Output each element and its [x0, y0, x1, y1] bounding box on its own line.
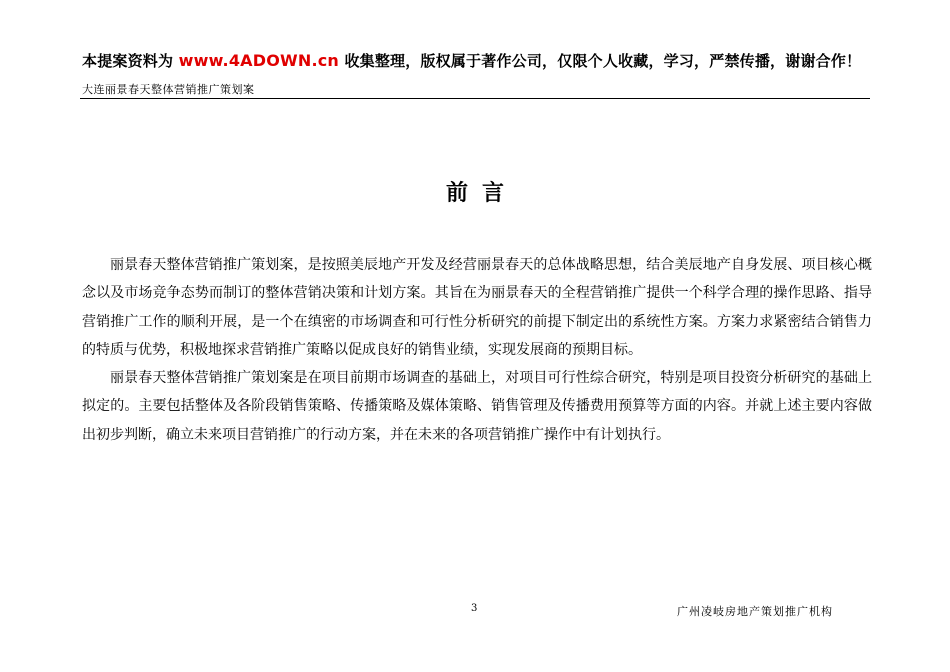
- paragraph-1: 丽景春天整体营销推广策划案，是按照美辰地产开发及经营丽景春天的总体战略思想，结合美辰地产自身发展、项目核心概念以及市场竞争态势而制订的整体营销决策和计划方案。其旨在为丽景春天的全程营销推广提供一个科学合理的操作思路、指导营销推广工作的顺利开展，是一个在缜密的市场调查和可行性分析研究的前提下制定出的系统性方案。方案力求紧密结合销售力的特质与优势，积极地探求营销推广策略以促成良好的销售业绩，实现发展商的预期目标。: [82, 257, 872, 358]
- footer-organization: 广州凌岐房地产策划推广机构: [677, 605, 833, 618]
- banner-site-link[interactable]: www.4ADOWN.cn: [178, 51, 340, 70]
- copyright-banner: [82, 50, 892, 71]
- page-title: 前言: [445, 181, 518, 206]
- banner-suffix: 收集整理，版权属于著作公司，仅限个人收藏，学习，严禁传播，谢谢合作！: [339, 52, 862, 70]
- body-text: [82, 251, 872, 449]
- paragraph-2: 丽景春天整体营销推广策划案是在项目前期市场调查的基础上，对项目可行性综合研究，特别是项目投资分析研究的基础上拟定的。主要包括整体及各阶段销售策略、传播策略及媒体策略、销售管理及传播费用预算等方面的内容。并就上述主要内容做出初步判断，确立未来项目营销推广的行动方案，并在未来的各项营销推广操作中有计划执行。: [82, 370, 872, 443]
- header-divider: [80, 98, 870, 99]
- running-header-title: 大连丽景春天整体营销推广策划案: [82, 83, 255, 96]
- page-number: 3: [471, 603, 478, 614]
- banner-prefix: 本提案资料为: [82, 52, 179, 70]
